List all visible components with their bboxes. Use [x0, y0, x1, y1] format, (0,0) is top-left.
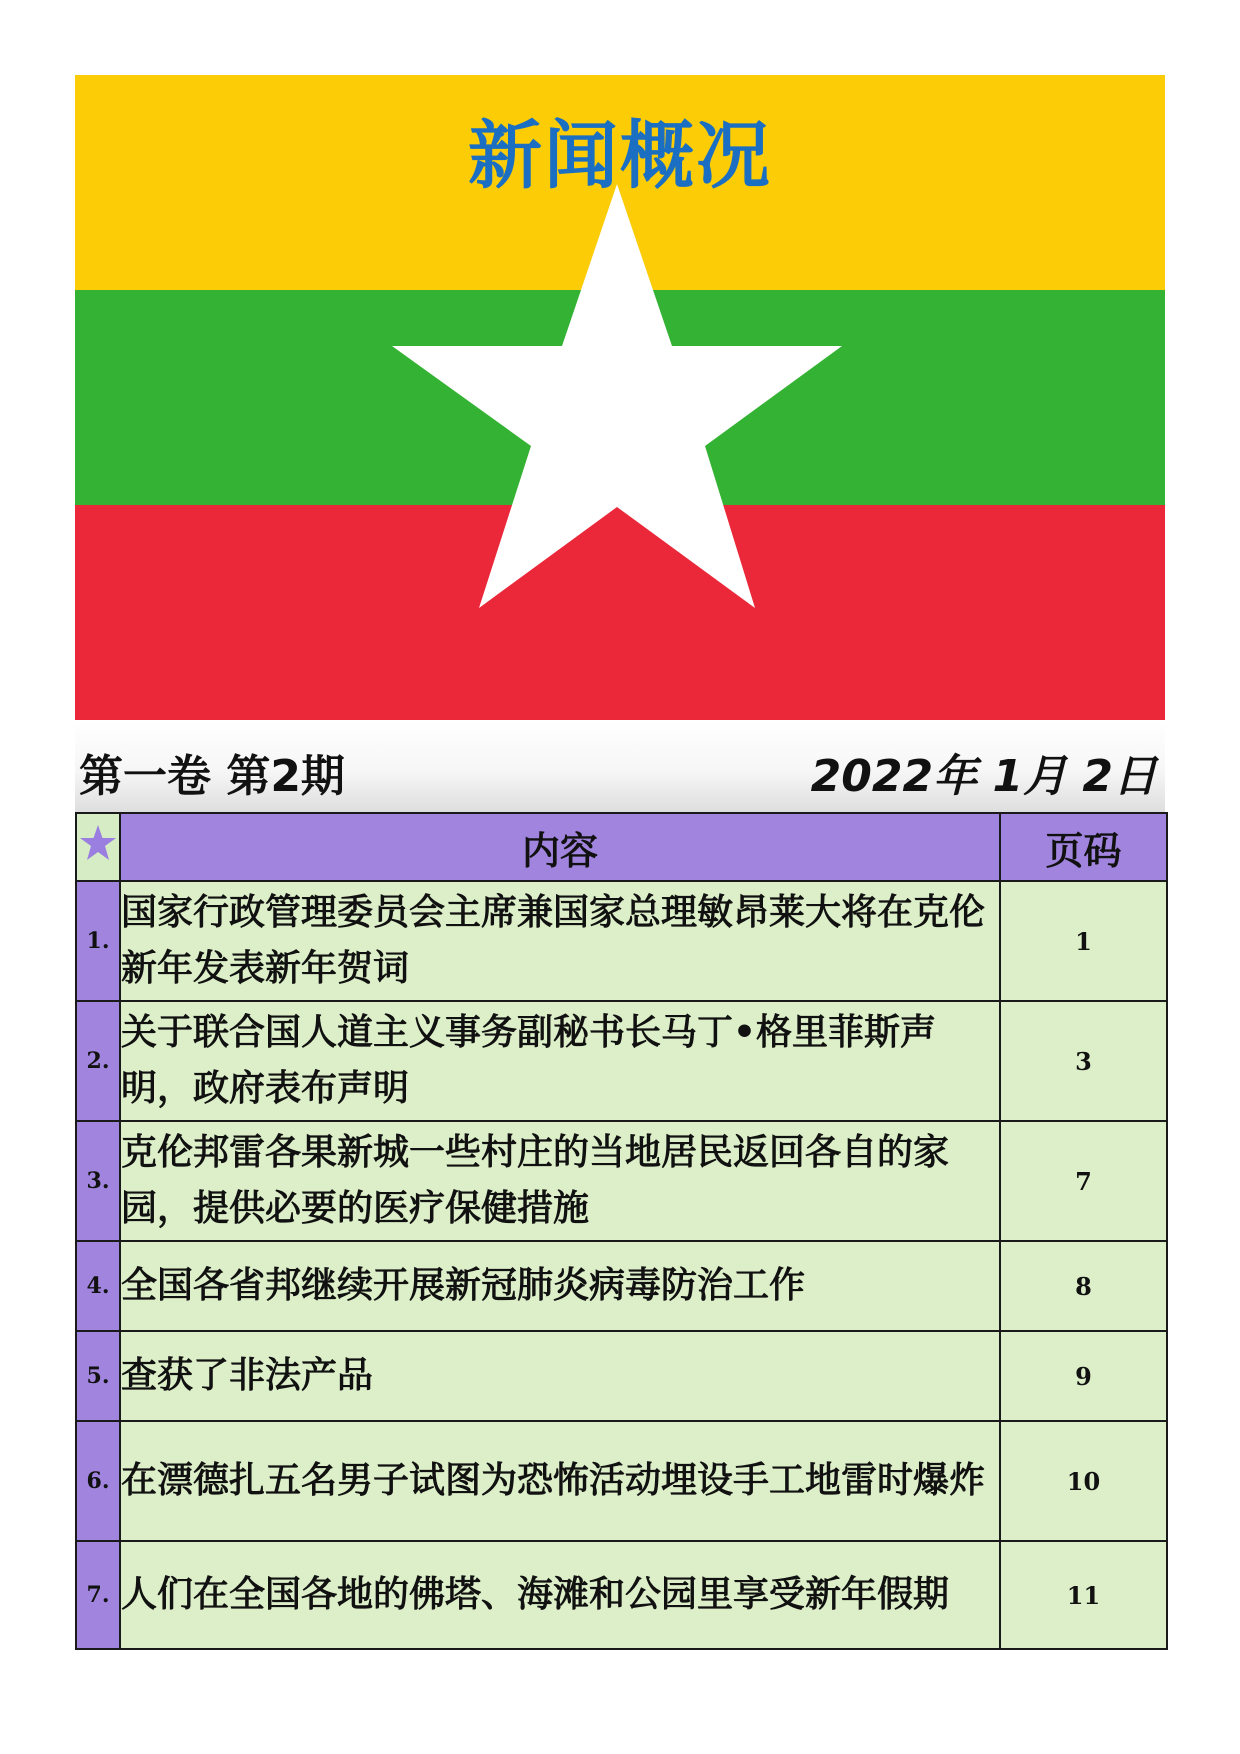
- toc-header-row: [76, 813, 1167, 881]
- issue-number: 第一卷 第2期: [79, 751, 345, 802]
- toc-header-page: 页码: [1000, 813, 1167, 881]
- issue-bar: [75, 722, 1165, 812]
- row-number: 6.: [76, 1421, 120, 1541]
- row-number: 3.: [76, 1121, 120, 1241]
- row-page: 10: [1000, 1421, 1167, 1541]
- row-page: 7: [1000, 1121, 1167, 1241]
- row-title[interactable]: 人们在全国各地的佛塔、海滩和公园里享受新年假期: [120, 1541, 1000, 1649]
- row-number: 7.: [76, 1541, 120, 1649]
- row-title[interactable]: 查获了非法产品: [120, 1331, 1000, 1421]
- row-title[interactable]: 在漂德扎五名男子试图为恐怖活动埋设手工地雷时爆炸: [120, 1421, 1000, 1541]
- row-title[interactable]: 全国各省邦继续开展新冠肺炎病毒防治工作: [120, 1241, 1000, 1331]
- row-number: 5.: [76, 1331, 120, 1421]
- myanmar-flag: [75, 75, 1165, 720]
- row-page: 1: [1000, 881, 1167, 1001]
- row-page: 11: [1000, 1541, 1167, 1649]
- row-number: 4.: [76, 1241, 120, 1331]
- row-number: 2.: [76, 1001, 120, 1121]
- table-row: [76, 1241, 1167, 1331]
- table-of-contents: [75, 812, 1168, 1650]
- table-row: [76, 1421, 1167, 1541]
- row-page: 9: [1000, 1331, 1167, 1421]
- row-number: 1.: [76, 881, 120, 1001]
- table-row: [76, 1331, 1167, 1421]
- toc-header-content: 内容: [120, 813, 1000, 881]
- table-row: [76, 1121, 1167, 1241]
- table-row: [76, 1541, 1167, 1649]
- page-title: 新闻概况: [468, 113, 772, 199]
- row-title[interactable]: 关于联合国人道主义事务副秘书长马丁•格里菲斯声明，政府表布声明: [120, 1001, 1000, 1121]
- toc-header-star: [76, 813, 120, 881]
- table-row: [76, 881, 1167, 1001]
- star-icon: [78, 823, 118, 863]
- row-page: 8: [1000, 1241, 1167, 1331]
- issue-date: 2022年 1月 2日: [810, 751, 1157, 802]
- row-title[interactable]: 国家行政管理委员会主席兼国家总理敏昂莱大将在克伦新年发表新年贺词: [120, 881, 1000, 1001]
- table-row: [76, 1001, 1167, 1121]
- row-title[interactable]: 克伦邦雷各果新城一些村庄的当地居民返回各自的家园，提供必要的医疗保健措施: [120, 1121, 1000, 1241]
- row-page: 3: [1000, 1001, 1167, 1121]
